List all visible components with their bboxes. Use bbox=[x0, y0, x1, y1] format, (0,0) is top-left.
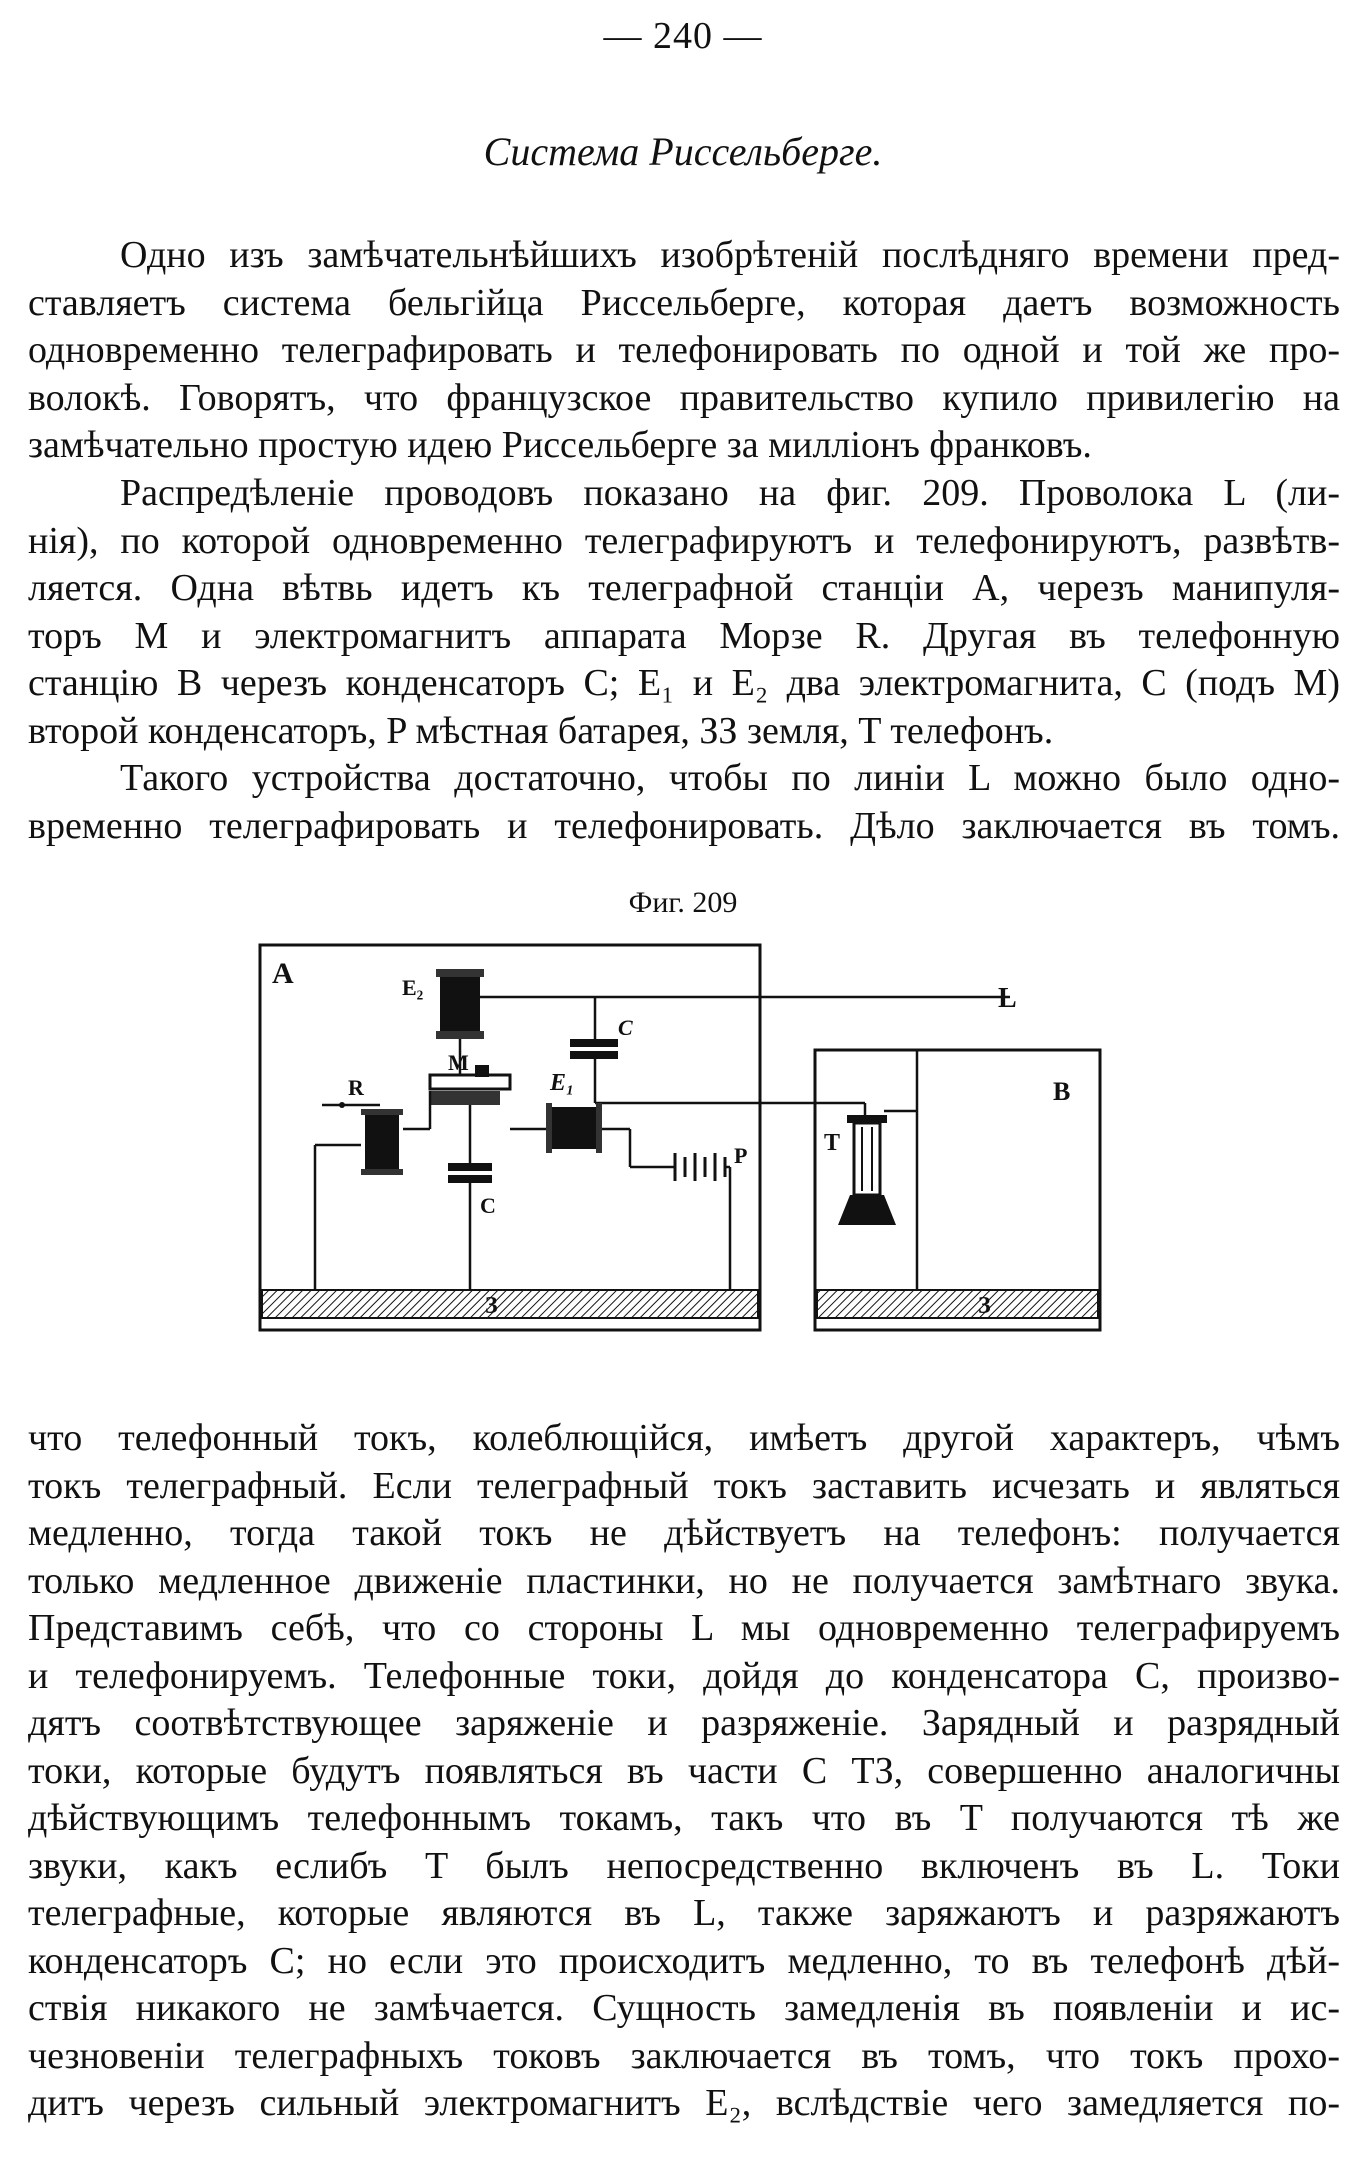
paragraph-sufficiency bbox=[28, 755, 1340, 850]
paragraph-explanation bbox=[28, 1415, 1340, 2128]
text-line: Представимъ себѣ, что со стороны L мы одновременно телеграфируемъ bbox=[28, 1607, 1340, 1649]
text-line: чезновеніи телеграфныхъ токовъ заключается въ томъ, что токъ прохо- bbox=[28, 2034, 1340, 2077]
text-line: токъ телеграфный. Если телеграфный токъ заставить исчезать и являться bbox=[28, 1464, 1340, 1507]
label-e1: E₁ bbox=[550, 1070, 575, 1096]
label-t: T bbox=[824, 1130, 841, 1156]
text-line: ставляетъ система бельгійца Риссельберге, которая даетъ возможность bbox=[28, 281, 1340, 324]
paragraph-intro bbox=[28, 232, 1340, 470]
label-earth-b: З bbox=[978, 1293, 991, 1319]
earth-b-strip bbox=[817, 1290, 1098, 1318]
electromagnet-e2 bbox=[436, 969, 484, 1039]
battery-p bbox=[630, 1153, 730, 1290]
text-line: Одно изъ замѣчательнѣйшихъ изобрѣтеній послѣдняго времени пред- bbox=[120, 234, 1340, 276]
station-a-frame bbox=[260, 945, 760, 1330]
label-station-b: B bbox=[1053, 1077, 1071, 1106]
text-line: дѣйствующимъ телефоннымъ токамъ, такъ что въ T получаются тѣ же bbox=[28, 1797, 1340, 1839]
text-line: дятъ соотвѣтствующее заряженіе и разряженіе. Зарядный и разрядный bbox=[28, 1702, 1340, 1744]
label-line-l: L bbox=[998, 983, 1017, 1014]
text-line: временно телеграфировать и телефонировать. Дѣло заключается въ томъ. bbox=[28, 804, 1340, 847]
text-line: нія), по которой одновременно телеграфируютъ и телефонируютъ, развѣтв- bbox=[28, 519, 1340, 562]
text-line: Распредѣленіе проводовъ показано на фиг. 209. Проволока L (ли- bbox=[120, 472, 1340, 514]
text-line: звуки, какъ еслибъ T былъ непосредственно включенъ въ L. Токи bbox=[28, 1844, 1340, 1887]
page-number: — 240 — bbox=[603, 15, 763, 57]
earth-a-strip bbox=[262, 1290, 758, 1318]
text-line: ляется. Одна вѣтвь идетъ къ телеграфной станціи A, черезъ манипуля- bbox=[28, 567, 1340, 609]
text-line: конденсаторъ C; но если это происходитъ медленно, то въ телефонѣ дѣй- bbox=[28, 1939, 1340, 1982]
text-line: что телефонный токъ, колеблющійся, имѣетъ другой характеръ, чѣмъ bbox=[28, 1417, 1340, 1459]
manipulator-m bbox=[430, 1065, 510, 1105]
morse-apparatus-r bbox=[315, 1091, 430, 1290]
text-line: только медленное движеніе пластинки, но не получается замѣтнаго звука. bbox=[28, 1559, 1340, 1602]
text-line: торъ M и электромагнитъ аппарата Морзе R. Другая въ телефонную bbox=[28, 614, 1340, 657]
paragraph-wiring bbox=[28, 470, 1340, 755]
label-c-lower: C bbox=[480, 1193, 496, 1218]
circuit-diagram bbox=[250, 935, 1110, 1345]
text-line: телеграфные, которые являются въ L, также заряжаютъ и разряжаютъ bbox=[28, 1892, 1340, 1934]
section-title: Система Риссельберге. bbox=[483, 129, 883, 174]
electromagnet-e1 bbox=[510, 1103, 630, 1167]
text-line: станцію B черезъ конденсаторъ C; E₁ и E₂ два электромагнита, C (подъ M) bbox=[28, 662, 1340, 704]
text-line: второй конденсаторъ, P мѣстная батарея, ЗЗ земля, T телефонъ. bbox=[28, 709, 1054, 752]
text-line: и телефонируемъ. Телефонные токи, дойдя до конденсатора C, произво- bbox=[28, 1654, 1340, 1697]
text-line: ствія никакого не замѣчается. Сущность замедленія въ появленіи и ис- bbox=[28, 1987, 1340, 2029]
text-line: волокѣ. Говорятъ, что французское правительство купило привилегію на bbox=[28, 376, 1340, 419]
text-line: дитъ черезъ сильный электромагнитъ E₂, вслѣдствіе чего замедляется по- bbox=[28, 2082, 1340, 2124]
telephone-t bbox=[838, 1050, 917, 1290]
label-m: M bbox=[448, 1050, 469, 1075]
figure-caption: Фиг. 209 bbox=[628, 886, 738, 919]
text-line: Такого устройства достаточно, чтобы по линіи L можно было одно- bbox=[120, 757, 1340, 799]
label-r: R bbox=[348, 1075, 364, 1100]
text-line: одновременно телеграфировать и телефонировать по одной и той же про- bbox=[28, 329, 1340, 371]
label-e2: E₂ bbox=[402, 975, 424, 1000]
text-line: токи, которые будутъ появляться въ части C ТЗ, совершенно аналогичны bbox=[28, 1749, 1340, 1792]
text-line: замѣчательно простую идею Риссельберге за милліонъ франковъ. bbox=[28, 424, 1092, 466]
text-line: медленно, тогда такой токъ не дѣйствуетъ на телефонъ: получается bbox=[28, 1512, 1340, 1554]
label-c-upper: C bbox=[618, 1015, 633, 1040]
label-p: P bbox=[734, 1143, 748, 1168]
label-station-a: A bbox=[272, 957, 294, 990]
label-earth-a: З bbox=[485, 1293, 498, 1319]
